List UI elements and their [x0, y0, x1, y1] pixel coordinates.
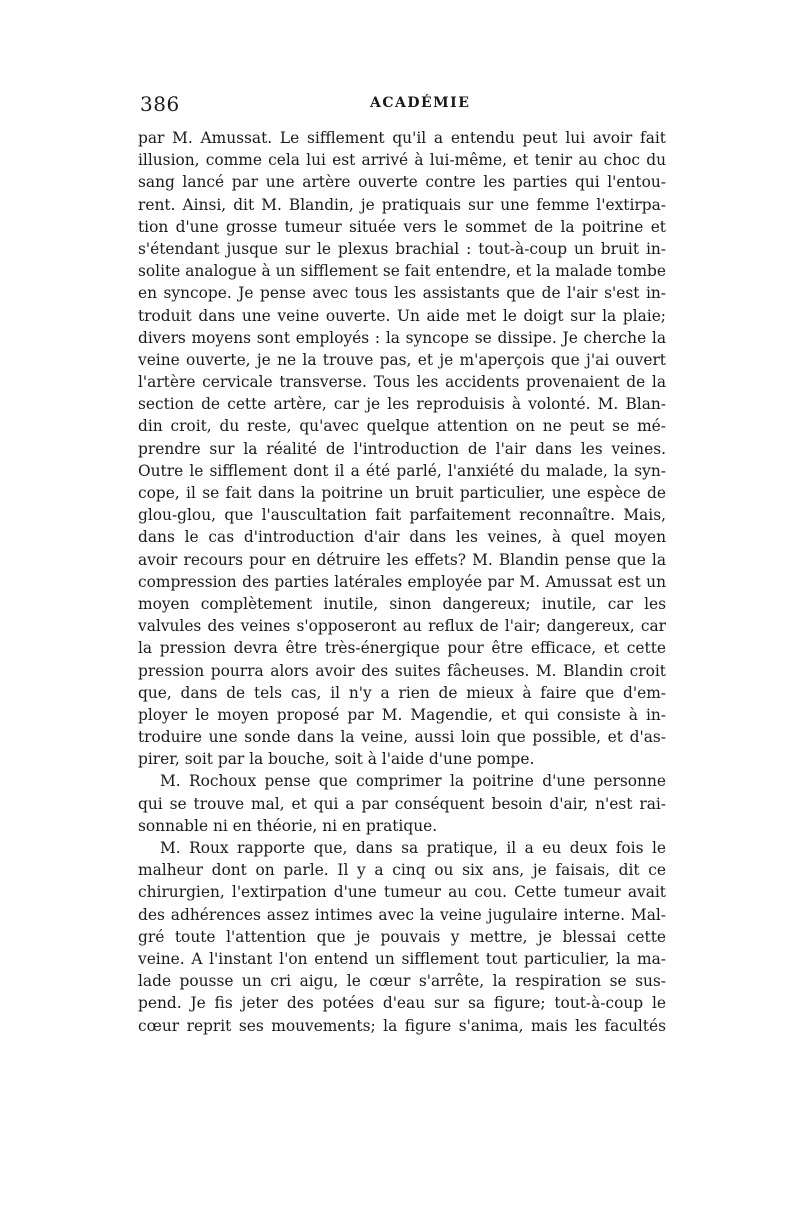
text-line: compression des parties latérales employée par M. Amussat est un [138, 572, 666, 591]
page-number: 386 [140, 92, 180, 116]
text-line: troduire une sonde dans la veine, aussi loin que possible, et d'as- [138, 728, 666, 747]
text-line: par M. Amussat. Le sifflement qu'il a entendu peut lui avoir fait [138, 129, 666, 147]
text-line: dans le cas d'introduction d'air dans les veines, à quel moyen [138, 528, 666, 547]
running-head [140, 92, 660, 122]
text-line: veine ouverte, je ne la trouve pas, et je m'aperçois que j'ai ouvert [138, 350, 666, 369]
text-line: valvules des veines s'opposeront au reflux de l'air; dangereux, car [138, 617, 666, 636]
text-line: l'artère cervicale transverse. Tous les accidents provenaient de la [138, 373, 666, 392]
text-line: ployer le moyen proposé par M. Magendie, et qui consiste à in- [138, 705, 666, 724]
text-line: pression pourra alors avoir des suites fâcheuses. M. Blandin croit [138, 661, 666, 680]
text-line: din croit, du reste, qu'avec quelque attention on ne peut se mé- [138, 417, 666, 436]
text-line: pirer, soit par la bouche, soit à l'aide d'une pompe. [138, 750, 535, 769]
text-line: malheur dont on parle. Il y a cinq ou six ans, je faisais, dit ce [138, 861, 666, 880]
text-line: section de cette artère, car je les reproduisis à volonté. M. Blan- [138, 395, 666, 414]
text-line: rent. Ainsi, dit M. Blandin, je pratiquais sur une femme l'extirpa- [138, 195, 666, 214]
text-line: solite analogue à un sifflement se fait entendre, et la malade tombe [138, 262, 666, 281]
text-line: moyen complètement inutile, sinon dangereux; inutile, car les [138, 594, 666, 613]
text-line: Outre le sifflement dont il a été parlé, l'anxiété du malade, la syn- [138, 461, 666, 480]
text-line: des adhérences assez intimes avec la veine jugulaire interne. Mal- [138, 905, 666, 924]
text-line: prendre sur la réalité de l'introduction de l'air dans les veines. [138, 439, 666, 458]
text-line: sonnable ni en théorie, ni en pratique. [138, 816, 438, 835]
text-line: illusion, comme cela lui est arrivé à lui-même, et tenir au choc du [138, 151, 666, 170]
running-title: ACADÉMIE [370, 95, 471, 111]
text-line: divers moyens sont employés : la syncope se dissipe. Je cherche la [138, 328, 666, 347]
text-line: cope, il se fait dans la poitrine un bruit particulier, une espèce de [138, 484, 666, 502]
text-line: avoir recours pour en détruire les effets? M. Blandin pense que la [138, 550, 666, 569]
text-line: lade pousse un cri aigu, le cœur s'arrête, la respiration se sus- [138, 972, 666, 991]
text-line: gré toute l'attention que je pouvais y mettre, je blessai cette [138, 927, 666, 946]
text-line: pend. Je fis jeter des potées d'eau sur sa figure; tout-à-coup le [138, 994, 666, 1013]
text-line: s'étendant jusque sur le plexus brachial : tout-à-coup un bruit in- [138, 239, 666, 258]
text-line: glou-glou, que l'auscultation fait parfaitement reconnaître. Mais, [138, 506, 666, 525]
text-line: en syncope. Je pense avec tous les assistants que de l'air s'est in- [138, 284, 666, 303]
text-line: M. Rochoux pense que comprimer la poitrine d'une personne [160, 772, 666, 791]
body-text [138, 127, 666, 1037]
text-line: que, dans de tels cas, il n'y a rien de mieux à faire que d'em- [138, 683, 666, 702]
text-line: cœur reprit ses mouvements; la figure s'anima, mais les facultés [138, 1016, 666, 1035]
text-line: qui se trouve mal, et qui a par conséquent besoin d'air, n'est rai- [138, 794, 666, 813]
text-line: tion d'une grosse tumeur située vers le sommet de la poitrine et [138, 217, 666, 236]
text-line: sang lancé par une artère ouverte contre les parties qui l'entou- [138, 173, 666, 192]
text-line: chirurgien, l'extirpation d'une tumeur au cou. Cette tumeur avait [138, 883, 666, 902]
text-line: troduit dans une veine ouverte. Un aide met le doigt sur la plaie; [138, 306, 666, 325]
text-line: la pression devra être très-énergique pour être efficace, et cette [138, 639, 666, 658]
text-line: veine. A l'instant l'on entend un sifflement tout particulier, la ma- [138, 949, 666, 968]
text-line: M. Roux rapporte que, dans sa pratique, il a eu deux fois le [160, 839, 666, 857]
